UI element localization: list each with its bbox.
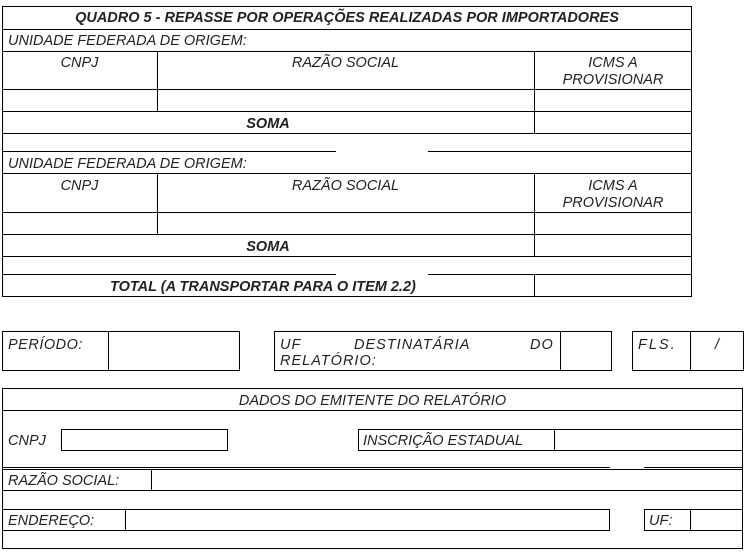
divider: [428, 274, 692, 275]
divider: [2, 173, 692, 174]
divider: [690, 331, 691, 371]
col-icms-header-1a: ICMS A: [588, 55, 638, 71]
soma-label-1: SOMA: [246, 116, 290, 132]
col-icms-header-2a: ICMS A: [588, 178, 638, 194]
col-cnpj-header-1: CNPJ: [60, 55, 99, 71]
emitente-title: DADOS DO EMITENTE DO RELATÓRIO: [238, 393, 507, 409]
col-icms-header-1b: PROVISIONAR: [562, 72, 664, 88]
divider: [2, 29, 692, 30]
emitente-endereco-label: ENDEREÇO:: [8, 513, 95, 529]
divider: [534, 274, 535, 297]
col-razao-header-1: RAZÃO SOCIAL: [291, 55, 400, 71]
uf-dest-word-3: DO: [530, 337, 554, 353]
col-razao-header-2: RAZÃO SOCIAL: [291, 178, 400, 194]
divider: [2, 111, 692, 112]
emitente-uf-field[interactable]: [691, 510, 742, 530]
divider: [644, 467, 743, 468]
quadro5-title: QUADRO 5 - REPASSE POR OPERAÇÕES REALIZADAS POR IMPORTADORES: [75, 10, 619, 26]
fls-label: FLS.: [638, 337, 677, 353]
fls-separator: /: [715, 337, 720, 353]
divider: [2, 151, 336, 152]
divider: [534, 173, 535, 256]
emitente-endereco-field[interactable]: [126, 510, 609, 530]
emitente-razao-field[interactable]: [152, 470, 742, 490]
divider: [2, 212, 692, 213]
emitente-razao-label: RAZÃO SOCIAL:: [8, 473, 120, 489]
total-label: TOTAL (A TRANSPORTAR PARA O ITEM 2.2): [110, 279, 416, 295]
emitente-uf-label: UF:: [649, 513, 673, 529]
divider: [2, 410, 743, 411]
emitente-cnpj-label: CNPJ: [8, 433, 46, 449]
divider: [2, 51, 692, 52]
emitente-ie-field[interactable]: [555, 430, 742, 450]
uf-dest-word-1: UF: [280, 337, 302, 353]
divider: [2, 133, 692, 134]
divider: [2, 234, 692, 235]
emitente-ie-label: INSCRIÇÃO ESTADUAL: [363, 433, 524, 449]
divider: [428, 151, 692, 152]
uf-dest-word-4: RELATÓRIO:: [280, 353, 377, 369]
uf-origem-label-1: UNIDADE FEDERADA DE ORIGEM:: [8, 33, 247, 49]
soma-label-2: SOMA: [246, 239, 290, 255]
uf-destinataria-field[interactable]: [561, 332, 611, 370]
divider: [157, 173, 158, 234]
periodo-label: PERÍODO:: [8, 337, 83, 353]
divider: [2, 467, 610, 468]
divider: [2, 274, 336, 275]
periodo-field[interactable]: [109, 332, 239, 370]
divider: [2, 256, 692, 257]
divider: [157, 51, 158, 111]
col-cnpj-header-2: CNPJ: [60, 178, 99, 194]
uf-dest-word-2: DESTINATÁRIA: [354, 337, 471, 353]
emitente-cnpj-field[interactable]: [61, 429, 228, 451]
divider: [2, 89, 692, 90]
divider: [534, 51, 535, 133]
uf-origem-label-2: UNIDADE FEDERADA DE ORIGEM:: [8, 156, 247, 172]
col-icms-header-2b: PROVISIONAR: [562, 195, 664, 211]
